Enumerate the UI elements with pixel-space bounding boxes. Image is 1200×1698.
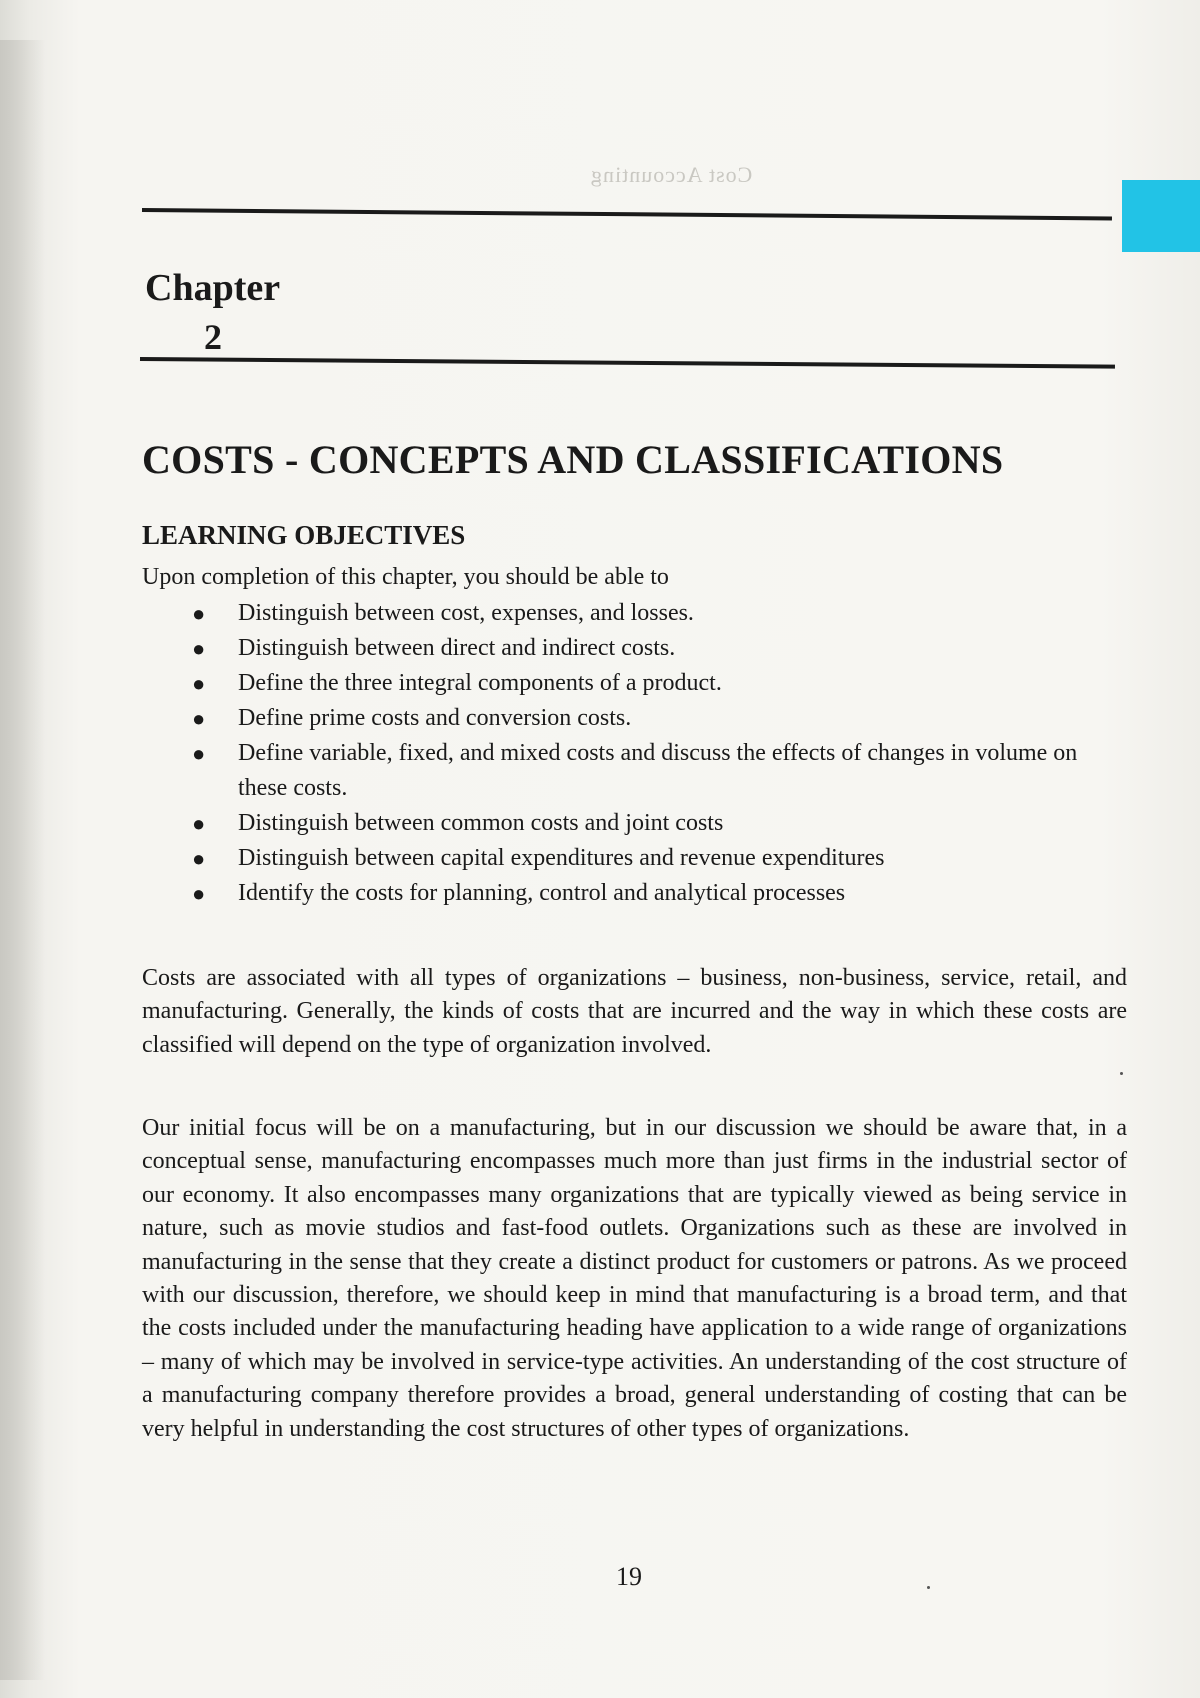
bullet-icon: ● (192, 846, 206, 871)
chapter-rule (140, 357, 1115, 369)
chapter-tab-marker (1122, 180, 1200, 252)
bullet-icon: ● (192, 601, 206, 626)
chapter-title: COSTS - CONCEPTS AND CLASSIFICATIONS (142, 437, 1004, 482)
bullet-icon: ● (192, 881, 206, 906)
learning-objectives-list (186, 596, 1126, 911)
learning-objectives-intro: Upon completion of this chapter, you should be able to (142, 564, 669, 590)
objective-text: Distinguish between direct and indirect costs. (238, 635, 676, 661)
chapter-number: 2 (204, 317, 222, 357)
paper-speck (927, 1586, 930, 1589)
objective-text: Identify the costs for planning, control and analytical processes (238, 880, 846, 906)
objective-item (186, 631, 1126, 666)
chapter-label: Chapter (145, 267, 281, 309)
objective-item (186, 806, 1126, 841)
learning-objectives-heading: LEARNING OBJECTIVES (142, 520, 466, 550)
objective-text: Distinguish between common costs and joint costs (238, 810, 724, 836)
objective-text: Define the three integral components of a product. (238, 670, 722, 696)
binding-shadow (0, 40, 45, 1680)
bullet-icon: ● (192, 636, 206, 661)
body-paragraph-2: Our initial focus will be on a manufacturing, but in our discussion we should be aware that, in a conceptual sense, manufacturing encompasses much more than just firms in the industrial sector of our economy. It also encompasses many organizations that are typically viewed as being service in nature, such as movie studios and fast-food outlets. Organizations such as these are involved in manufacturing in the sense that they create a distinct product for customers or patrons. As we proceed with our discussion, therefore, we should keep in mind that manufacturing is a broad term, and that the costs included under the manufacturing heading have application to a wide range of organizations – many of which may be involved in service-type activities. An understanding of the cost structure of a manufacturing company therefore provides a broad, general understanding of costing that can be very helpful in understanding the cost structures of other types of organizations. (142, 1115, 1127, 1442)
bullet-icon: ● (192, 741, 206, 766)
objective-item (186, 596, 1126, 631)
objective-item (186, 876, 1126, 911)
paper-speck (1120, 1072, 1123, 1075)
objective-text: Distinguish between capital expenditures and revenue expenditures (238, 845, 885, 871)
body-paragraph-1: Costs are associated with all types of organizations – business, non-business, service, retail, and manufacturing. Generally, the kinds of costs that are incurred and the way in which these costs are classified will depend on the type of organization involved. (142, 965, 1127, 1058)
bullet-icon: ● (192, 706, 206, 731)
objective-text: Define variable, fixed, and mixed costs and discuss the effects of changes in volume on these costs. (238, 740, 1078, 801)
objective-text: Define prime costs and conversion costs. (238, 705, 632, 731)
page-number: 19 (616, 1562, 642, 1591)
objective-item (186, 841, 1126, 876)
bullet-icon: ● (192, 671, 206, 696)
objective-item (186, 736, 1126, 806)
objective-item (186, 701, 1126, 736)
objective-item (186, 666, 1126, 701)
bullet-icon: ● (192, 811, 206, 836)
top-rule (142, 208, 1112, 220)
objective-text: Distinguish between cost, expenses, and losses. (238, 600, 694, 626)
bleed-through-running-title: Cost Accounting (590, 162, 753, 187)
